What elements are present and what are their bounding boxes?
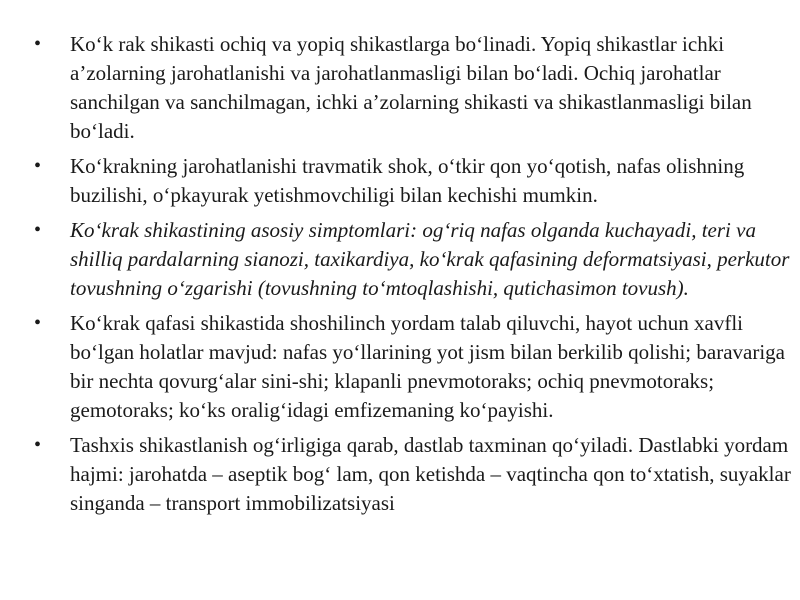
bullet-icon: • xyxy=(34,33,42,55)
bullet-text: Ko‘krak qafasi shikastida shoshilinch yordam talab qiluvchi, hayot uchun xavfli bo‘lgan holatlar mavjud: nafas yo‘llarining yot jism bilan berkilib qolishi; baravariga bir nechta qovurg‘alar sini-shi; klapanli pnevmotoraks; ochiq pnevmotoraks; gemotoraks; ko‘ks oralig‘idagi emfizemaning ko‘payishi. xyxy=(70,311,785,422)
bullet-item-2 xyxy=(30,152,792,210)
bullet-icon: • xyxy=(34,219,42,241)
bullet-item-3 xyxy=(30,216,792,303)
bullet-icon: • xyxy=(34,155,42,177)
bullet-icon: • xyxy=(34,312,42,334)
bullet-text: Ko‘k rak shikasti ochiq va yopiq shikastlarga bo‘linadi. Yopiq shikastlar ichki a’zolarning jarohatlanishi va jarohatlanmasligi bilan bo‘ladi. Ochiq jarohatlar sanchilgan va sanchilmagan, ichki a’zolarning shikasti va shikastlanmasligi bilan bo‘ladi. xyxy=(70,32,752,143)
bullet-item-5 xyxy=(30,431,792,518)
bullet-list xyxy=(30,30,792,524)
bullet-text: Tashxis shikastlanish og‘irligiga qarab, dastlab taxminan qo‘yiladi. Dastlabki yordam hajmi: jarohatda – aseptik bog‘ lam, qon ketishda – vaqtincha qon to‘xtatish, suyaklar singanda – transport immobilizatsiyasi xyxy=(70,433,791,515)
bullet-text: Ko‘krak shikastining asosiy simptomlari: og‘riq nafas olganda kuchayadi, teri va shilliq pardalarning sianozi, taxikardiya, ko‘krak qafasining deformatsiyasi, perkutor tovushning o‘zgarishi (tovushning to‘mtoqlashishi, qutichasimon tovush). xyxy=(70,218,790,300)
bullet-icon: • xyxy=(34,434,42,456)
bullet-item-4 xyxy=(30,309,792,425)
bullet-text: Ko‘krakning jarohatlanishi travmatik shok, o‘tkir qon yo‘qotish, nafas olishning buzilishi, o‘pkayurak yetishmovchiligi bilan kechishi mumkin. xyxy=(70,154,745,207)
bullet-item-1 xyxy=(30,30,792,146)
